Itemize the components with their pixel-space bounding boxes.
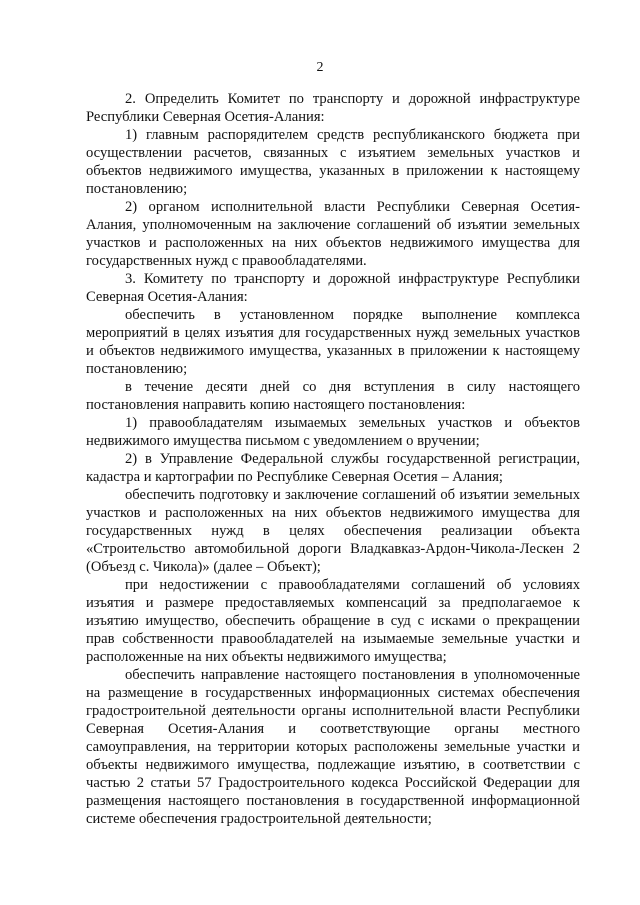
paragraph-clause-2-item-1: 1) главным распорядителем средств республиканского бюджета при осуществлении расчетов, связанных с изъятием земельных участков и объектов недвижимого имущества, указанных в приложении к настоящему постановлению; (86, 127, 580, 197)
paragraph-clause-3-measures: обеспечить в установленном порядке выполнение комплекса мероприятий в целях изъятия для государственных нужд земельных участков и объектов недвижимого имущества, указанных в приложении к настоящему постановлению; (86, 307, 580, 377)
paragraph-clause-2: 2. Определить Комитет по транспорту и дорожной инфраструктуре Республики Северная Осетия-Алания: (86, 91, 580, 125)
paragraph-send-copy-item-1: 1) правообладателям изымаемых земельных участков и объектов недвижимого имущества письмом с уведомлением о вручении; (86, 415, 580, 449)
page-number: 2 (316, 60, 324, 75)
document-body (86, 90, 580, 828)
paragraph-send-copy-item-2: 2) в Управление Федеральной службы государственной регистрации, кадастра и картографии по Республике Северная Осетия – Алания; (86, 451, 580, 485)
paragraph-court-claims: при недостижении с правообладателями соглашений об условиях изъятия и размере предоставляемых компенсаций за предполагаемое к изъятию имущество, обеспечить обращение в суд с исками о прекращении прав собственности правообладателей на изымаемые земельные участки и расположенные на них объекты недвижимого имущества; (86, 577, 580, 665)
paragraph-clause-3-send-copy: в течение десяти дней со дня вступления в силу настоящего постановления направить копию настоящего постановления: (86, 379, 580, 413)
paragraph-agreements: обеспечить подготовку и заключение соглашений об изъятии земельных участков и расположенных на них объектов недвижимого имущества для государственных нужд в целях обеспечения реализации объекта «Строительство автомобильной дороги Владкавказ-Ардон-Чикола-Лескен 2 (Объезд с. Чикола)» (далее – Объект); (86, 487, 580, 575)
paragraph-clause-2-item-2: 2) органом исполнительной власти Республики Северная Осетия-Алания, уполномоченным на заключение соглашений об изъятии земельных участков и расположенных на них объектов недвижимого имущества для государственных нужд с правообладателями. (86, 199, 580, 269)
paragraph-information-systems: обеспечить направление настоящего постановления в уполномоченные на размещение в государственных информационных системах обеспечения градостроительной деятельности органы исполнительной власти Республики Северная Осетия-Алания и соответствующие органы местного самоуправления, на территории которых расположены земельные участки и объекты недвижимого имущества, подлежащие изъятию, в соответствии с частью 2 статьи 57 Градостроительного кодекса Российской Федерации для размещения настоящего постановления в государственной информационной системе обеспечения градостроительной деятельности; (86, 667, 580, 827)
paragraph-clause-3: 3. Комитету по транспорту и дорожной инфраструктуре Республики Северная Осетия-Алания: (86, 271, 580, 305)
